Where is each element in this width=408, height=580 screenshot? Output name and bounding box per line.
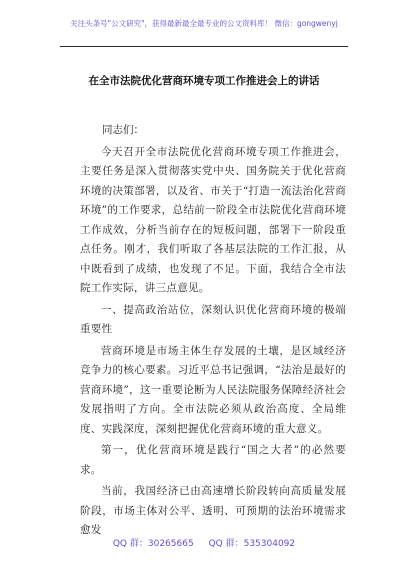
qq-group-2: QQ 群：535304092 (208, 539, 296, 549)
paragraph-current-stage: 当前，我国经济已由高速增长阶段转向高质量发展阶段，市场主体对公平、透明、可预期的法治环境需求愈发 (80, 485, 346, 536)
salutation: 同志们： (102, 124, 144, 136)
qq-group-1: QQ 群：30265665 (112, 539, 194, 549)
footer-qq-groups (0, 536, 408, 549)
section-heading-1: 一、提高政治站位，深刻认识优化营商环境的极端重要性 (80, 303, 346, 335)
subheading-first: 第一，优化营商环境是践行“国之大者”的必然要求。 (80, 444, 346, 476)
paragraph-intro: 今天召开全市法院优化营商环境专项工作推进会，主要任务是深入贯彻落实党中央、国务院关于优化营商环境的决策部署，以及省、市关于“打造一流法治化营商环境”的工作要求，总结前一阶段全市法院优化营商环境工作成效，分析当前存在的短板问题，部署下一阶段重点任务。刚才，我们听取了各基层法院的工作汇报，从中既看到了成绩，也发现了不足。下面，我结合全市法院工作实际，讲三点意见。 (80, 145, 346, 294)
header-divider (60, 46, 348, 47)
paragraph-business-environment: 营商环境是市场主体生存发展的土壤，是区域经济竞争力的核心要素。习近平总书记强调，“法治是最好的营商环境”，这一重要论断为人民法院服务保障经济社会发展指明了方向。全市法院必须从政治高度、全局维度、实践深度，深刻把握优化营商环境的重大意义。 (80, 344, 346, 435)
document-body (80, 121, 346, 541)
header-note: 关注头条号"公文研究"，获得最新最全最专业的公文资料库！ 微信：gongwenyj (70, 19, 338, 28)
document-title: 在全市法院优化营商环境专项工作推进会上的讲话 (88, 75, 320, 87)
